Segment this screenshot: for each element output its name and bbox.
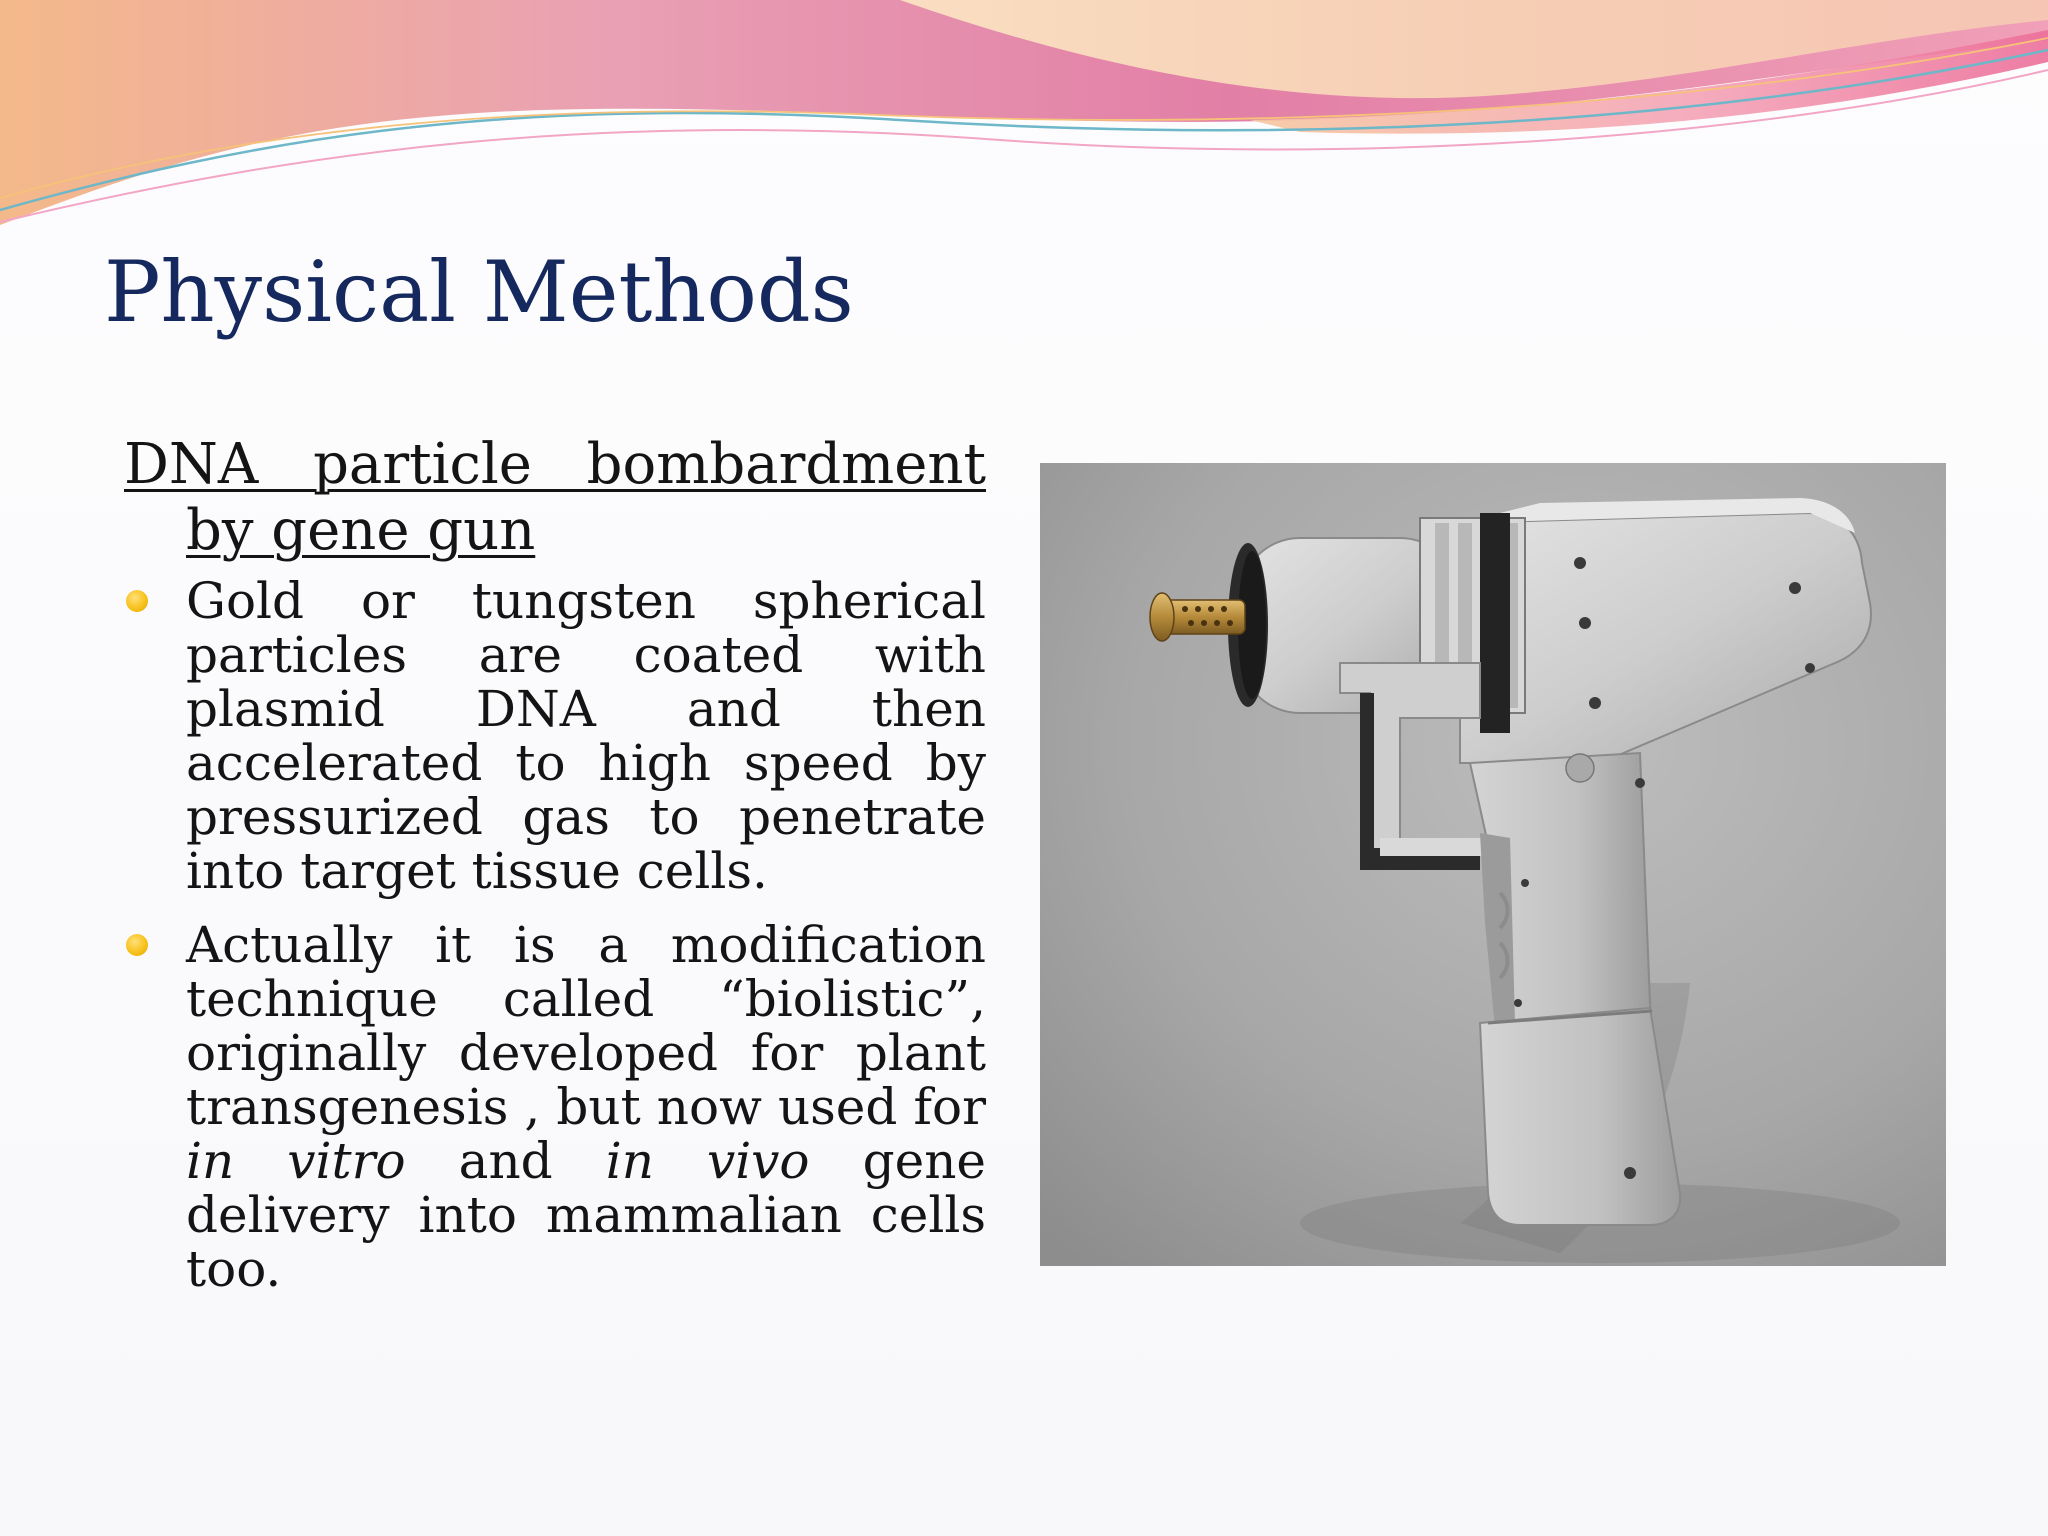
bullet-item bbox=[124, 918, 986, 1296]
italic-term: in vivo bbox=[605, 1132, 810, 1190]
gene-gun-illustration bbox=[1040, 463, 1946, 1266]
bullet-dot-icon bbox=[126, 590, 148, 612]
bullet-text: gene delivery into mammalian cells too. bbox=[186, 1132, 986, 1298]
gene-gun-image bbox=[1040, 463, 1946, 1266]
subheading: DNA particle bombardment by gene gun bbox=[124, 432, 986, 563]
bullet-item bbox=[124, 574, 986, 898]
italic-term: in vitro bbox=[186, 1132, 406, 1190]
bullet-text: and bbox=[405, 1132, 606, 1190]
bullet-text: Gold or tungsten spherical particles are coated with plasmid DNA and then accelerated to high speed by pressurized gas to penetrate into target tissue cells. bbox=[186, 572, 986, 900]
bullet-list bbox=[124, 574, 986, 1296]
slide-title: Physical Methods bbox=[104, 243, 854, 341]
decorative-top-waves bbox=[0, 0, 2048, 240]
bullet-text: Actually it is a modification technique called “biolistic”, originally developed for plant transgenesis , but now used for bbox=[186, 916, 986, 1136]
bullet-dot-icon bbox=[126, 934, 148, 956]
slide-body bbox=[124, 432, 986, 1316]
